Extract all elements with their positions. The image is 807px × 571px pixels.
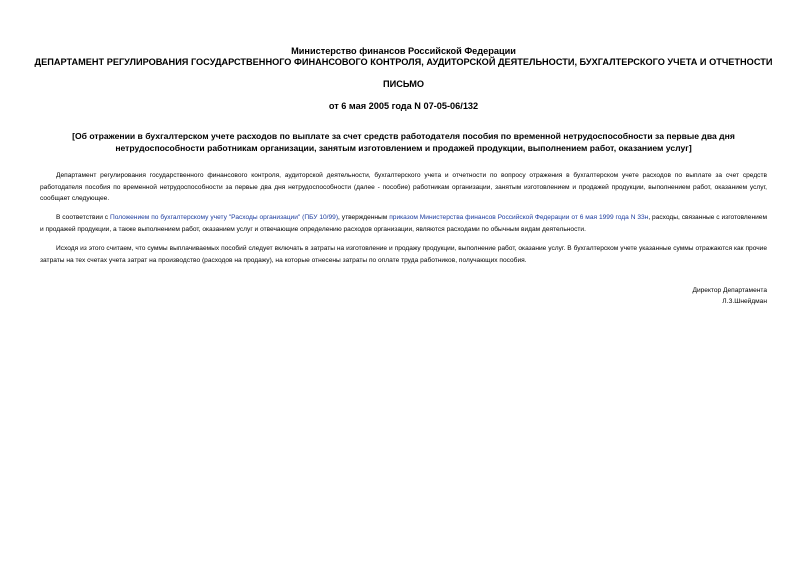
body-paragraph-2	[40, 212, 767, 235]
body-paragraph-3: Исходя из этого считаем, что суммы выплачиваемых пособий следует включать в затраты на изготовление и продажу продукции, выполнение работ, оказание услуг. В бухгалтерском учете указанные суммы отражаются как прочие затраты на тех счетах учета затрат на производство (расходов на продажу), на которые отнесены затраты по оплате труда работников, получающих пособия.	[40, 245, 767, 264]
pbu-10-99-link[interactable]: Положением по бухгалтерскому учету "Расходы организации" (ПБУ 10/99)	[109, 214, 339, 221]
signer-position: Директор Департамента	[692, 287, 767, 294]
paragraph-2-text-middle: , утвержденным	[338, 214, 390, 221]
document-type: ПИСЬМО	[382, 79, 425, 89]
document-title: [Об отражении в бухгалтерском учете расходов по выплате за счет средств работодателя пособия по временной нетрудоспособности за первые два дня нетрудоспособности работникам организации, занятым изготовлением и продажей продукции, выполнением работ, оказанием услуг]	[72, 131, 735, 153]
paragraph-2-text-end: , расходы, связанные с изготовлением и продажей продукции, а также выполнением работ, оказанием услуг и отвечающие определению расходов организации, являются расходами по обычным видам деятельности.	[40, 214, 767, 233]
document-date-number: от 6 мая 2005 года N 07-05-06/132	[328, 101, 479, 111]
signer-name: Л.З.Шнейдман	[722, 298, 767, 305]
paragraph-2-text-start: В соответствии с	[56, 214, 110, 221]
signature-block	[692, 285, 767, 307]
body-paragraph-1: Департамент регулирования государственного финансового контроля, аудиторской деятельности, бухгалтерского учета и отчетности по вопросу отражения в бухгалтерском учете расходов по выплате за счет средств работодателя пособия по временной нетрудоспособности за первые два дня нетрудоспособности (далее - пособие) работникам организации, занятым изготовлением и продажей продукции, выполнением работ, оказанием услуг, сообщает следующее.	[40, 172, 767, 202]
department-heading: ДЕПАРТАМЕНТ РЕГУЛИРОВАНИЯ ГОСУДАРСТВЕННОГО ФИНАНСОВОГО КОНТРОЛЯ, АУДИТОРСКОЙ ДЕЯТЕЛЬНОСТИ, БУХГАЛТЕРСКОГО УЧЕТА И ОТЧЕТНОСТИ	[34, 57, 773, 67]
order-33n-link[interactable]: приказом Министерства финансов Российской Федерации от 6 мая 1999 года N 33н	[389, 214, 649, 221]
ministry-heading: Министерство финансов Российской Федерации	[291, 46, 516, 56]
